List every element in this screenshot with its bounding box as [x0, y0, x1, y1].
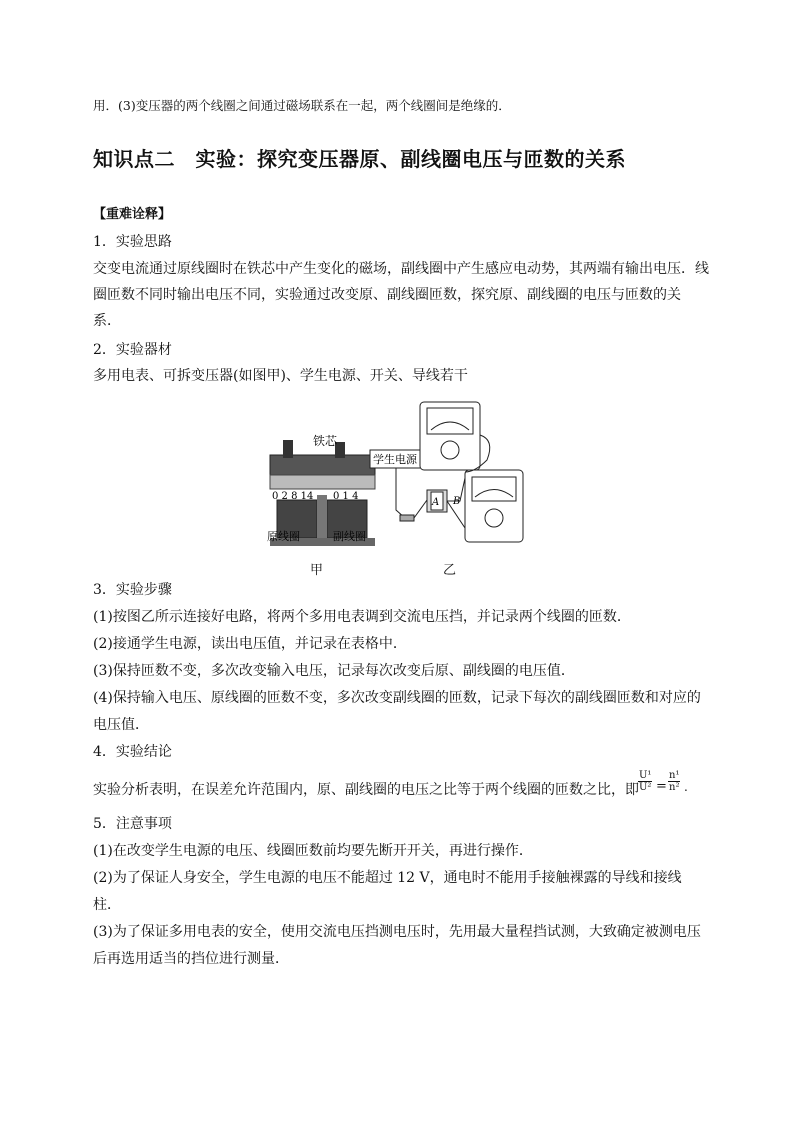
- power-supply-label: 学生电源: [373, 453, 417, 466]
- section-tag: 【重难诠释】: [93, 207, 172, 222]
- text-line: (2)接通学生电源，读出电压值，并记录在表格中．: [93, 636, 407, 652]
- coil-b-label: B: [453, 496, 461, 507]
- caption-yi: 乙: [443, 563, 457, 578]
- experiment-figure: [255, 400, 535, 578]
- primary-coil-label: 原线圈: [267, 530, 300, 543]
- text-line: (1)在改变学生电源的电压、线圈匝数前均要先断开开关，再进行操作．: [93, 843, 533, 859]
- fraction-turns: [668, 770, 680, 793]
- formula-end: .: [684, 780, 688, 794]
- text-line: 电压值．: [93, 717, 149, 733]
- text-line: (3)保持匝数不变，多次改变输入电压，记录每次改变后原、副线圈的电压值．: [93, 663, 575, 679]
- secondary-coil-label: 副线圈: [333, 530, 366, 543]
- core-label: 铁芯: [313, 434, 338, 448]
- formula-equals: =: [656, 779, 667, 794]
- formula-u1: U¹: [639, 770, 652, 781]
- intro-continuation: 用．(3)变压器的两个线圈之间通过磁场联系在一起，两个线圈间是绝缘的．: [93, 98, 511, 113]
- formula-n1: n¹: [669, 770, 680, 781]
- heading-procedure: 3．实验步骤: [93, 582, 172, 598]
- text-line: (2)为了保证人身安全，学生电源的电压不能超过 12 V，通电时不能用手接触裸露的导线和接线: [93, 870, 682, 886]
- scale-left: 0 2 8 14: [272, 491, 314, 502]
- figure-yi-circuit: [370, 402, 523, 542]
- text-line: 交变电流通过原线圈时在铁芯中产生变化的磁场，副线圈中产生感应电动势，其两端有输出电压．线: [93, 261, 709, 277]
- transformer-diagram: [255, 400, 535, 575]
- conclusion-text: 实验分析表明，在误差允许范围内，原、副线圈的电压之比等于两个线圈的匝数之比，即: [93, 782, 639, 798]
- fraction-voltage: [638, 770, 652, 793]
- text-line: 系．: [93, 313, 121, 329]
- caption-jia: 甲: [310, 563, 324, 578]
- text-line: 后再选用适当的挡位进行测量．: [93, 951, 289, 967]
- heading-idea: 1．实验思路: [93, 234, 172, 250]
- text-line: 柱．: [93, 897, 121, 913]
- section-title: 知识点二 实验：探究变压器原、副线圈电压与匝数的关系: [93, 147, 626, 171]
- heading-conclusion: 4．实验结论: [93, 744, 172, 760]
- text-line: 圈匝数不同时输出电压不同，实验通过改变原、副线圈匝数，探究原、副线圈的电压与匝数的关: [93, 287, 681, 303]
- formula-n2: n²: [669, 782, 680, 793]
- coil-a-label: A: [432, 497, 440, 508]
- text-line: (3)为了保证多用电表的安全，使用交流电压挡测电压时，先用最大量程挡试测，大致确定被测电压: [93, 924, 701, 940]
- scale-right: 0 1 4: [333, 491, 359, 502]
- heading-notes: 5．注意事项: [93, 816, 172, 832]
- text-line: (1)按图乙所示连接好电路，将两个多用电表调到交流电压挡，并记录两个线圈的匝数．: [93, 609, 631, 625]
- text-line: (4)保持输入电压、原线圈的匝数不变，多次改变副线圈的匝数，记录下每次的副线圈匝数和对应的: [93, 690, 701, 706]
- formula-u2: U²: [639, 782, 652, 793]
- text-line: 多用电表、可拆变压器(如图甲)、学生电源、开关、导线若干: [93, 368, 468, 384]
- heading-equipment: 2．实验器材: [93, 342, 172, 358]
